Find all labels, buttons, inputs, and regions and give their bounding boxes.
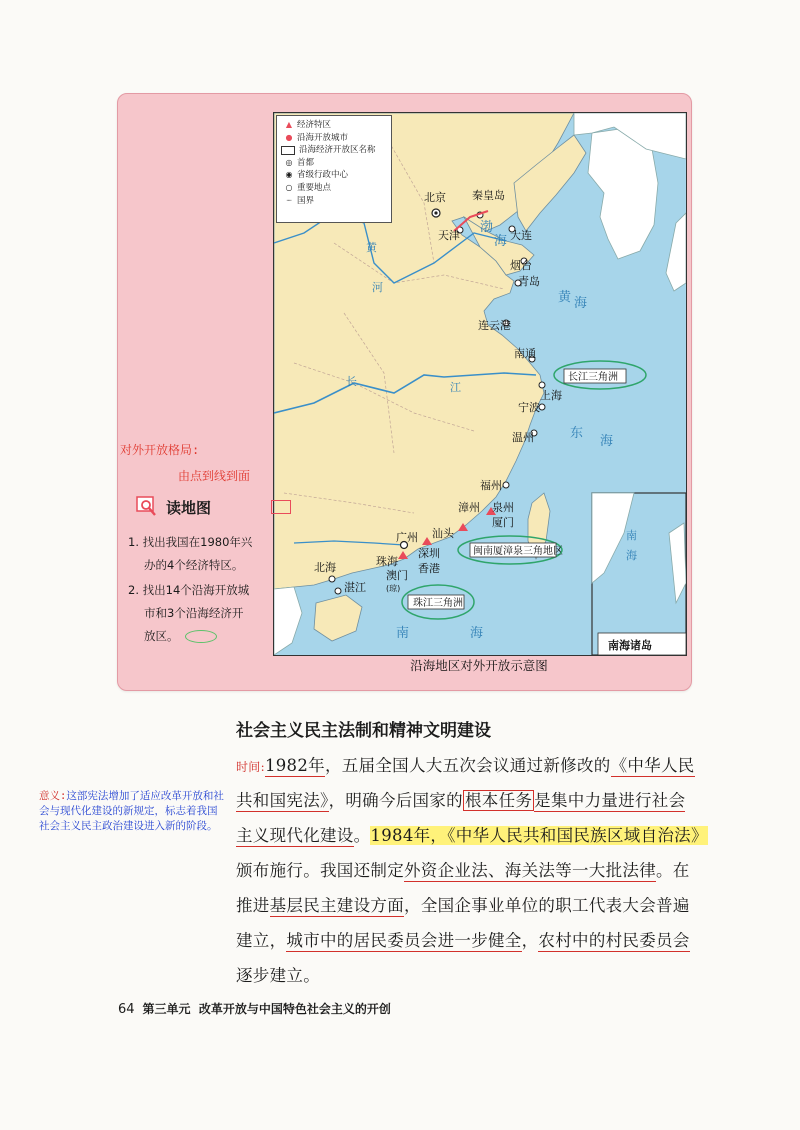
- label-qinhuangdao: 秦皇岛: [472, 189, 505, 202]
- label-xianggang: 香港: [418, 562, 440, 575]
- label-zhanjiang: 湛江: [344, 581, 366, 594]
- city-dot-fuzhou: [503, 482, 509, 488]
- pattern-label: 对外开放格局:: [120, 443, 200, 457]
- svg-text:黄: 黄: [366, 241, 377, 254]
- green-ellipse-sample: [185, 630, 217, 643]
- svg-text:长: 长: [346, 375, 357, 388]
- label-guangzhou: 广州: [396, 531, 418, 544]
- provincial-capital-icon: ◉: [285, 170, 293, 180]
- read-map-question-2: 2. 找出14个沿海开放城 市和3个沿海经济开 放区。: [128, 583, 250, 643]
- city-dot-beihai: [329, 576, 335, 582]
- body-line-2: 共和国宪法》，明确今后国家的 根本任务 是集中力量进行社会: [236, 791, 686, 810]
- zone-box-sample: [271, 500, 291, 514]
- important-place-icon: ○: [285, 182, 293, 192]
- zone-box-icon: [281, 146, 295, 155]
- label-beijing: 北京: [424, 191, 446, 204]
- label-xiamen: 厦门: [492, 516, 514, 529]
- body-line-1: 时间:1982年，五届全国人大五次会议通过新修改的《中华人民: [236, 756, 695, 775]
- map-legend: ▲ 经济特区 ● 沿海开放城市 沿海经济开放区名称 ◎ 首都 ◉ 省级行政中心 ○ 重要地点 ┈ 国界: [276, 115, 392, 223]
- svg-text:海: 海: [494, 234, 508, 249]
- label-shantou: 汕头: [432, 527, 454, 540]
- label-fuzhou: 福州: [480, 479, 502, 492]
- region-pearl-delta: 珠江三角洲: [413, 598, 463, 609]
- label-wenzhou: 温州: [512, 431, 534, 444]
- svg-text:海: 海: [626, 549, 637, 562]
- svg-text:黄: 黄: [558, 290, 572, 305]
- city-dot-zhanjiang: [335, 588, 341, 594]
- label-yantai: 烟台: [510, 259, 532, 272]
- body-line-3: 主义现代化建设。1984年，《中华人民共和国民族区域自治法》: [236, 826, 708, 845]
- label-lianyungang: 连云港: [478, 319, 511, 332]
- map-caption: 沿海地区对外开放示意图: [410, 658, 548, 673]
- body-line-4: 颁布施行。我国还制定外资企业法、海关法等一大批法律。在: [236, 861, 690, 880]
- label-qiong: (琼): [386, 584, 401, 593]
- svg-text:渤: 渤: [480, 220, 494, 235]
- body-line-7: 逐步建立。: [236, 966, 320, 985]
- sez-icon: ▲: [285, 120, 293, 129]
- region-yangtze-delta: 长江三角洲: [568, 372, 618, 383]
- magnifier-icon: [136, 496, 160, 518]
- read-map-question-1: 1. 找出我国在1980年兴 办的4个经济特区。: [128, 535, 253, 572]
- label-dalian: 大连: [510, 229, 532, 242]
- label-tianjin: 天津: [438, 229, 460, 242]
- label-qingdao: 青岛: [518, 275, 540, 288]
- side-note: 意义:这部宪法增加了适应改革开放和社会与现代化建设的新规定，标志着我国社会主义民主政治建设进入新的阶段。: [39, 790, 224, 832]
- capital-icon: ◎: [285, 157, 293, 167]
- label-shenzhen: 深圳: [418, 547, 440, 560]
- section-title: 社会主义民主法制和精神文明建设: [236, 721, 491, 741]
- page-footer: 64 第三单元 改革开放与中国特色社会主义的开创: [118, 1002, 391, 1017]
- label-zhuhai: 珠海: [376, 555, 398, 568]
- svg-text:南: 南: [396, 626, 410, 641]
- border-line-icon: ┈: [286, 195, 292, 205]
- label-quanzhou: 泉州: [492, 501, 514, 514]
- inset-label: 南海诸岛: [608, 639, 652, 652]
- label-beihai: 北海: [314, 561, 336, 574]
- body-line-5: 推进基层民主建设方面，全国企事业单位的职工代表大会普遍: [236, 896, 690, 915]
- svg-text:海: 海: [470, 626, 484, 641]
- svg-text:江: 江: [450, 381, 461, 394]
- label-aomen: 澳门: [386, 569, 408, 582]
- city-dot-shanghai: [539, 382, 545, 388]
- label-ningbo: 宁波: [518, 401, 540, 414]
- svg-text:东: 东: [570, 426, 584, 441]
- body-line-6: 建立，城市中的居民委员会进一步健全，农村中的村民委员会: [236, 931, 690, 950]
- label-nantong: 南通: [514, 347, 536, 360]
- open-city-icon: ●: [285, 132, 293, 142]
- svg-text:海: 海: [574, 296, 588, 311]
- label-zhangzhou: 漳州: [458, 501, 480, 514]
- svg-text:海: 海: [600, 434, 614, 449]
- label-shanghai: 上海: [540, 389, 562, 402]
- svg-text:南: 南: [626, 529, 637, 542]
- read-map-title: 读地图: [136, 496, 291, 518]
- pattern-value: 由点到线到面: [178, 469, 251, 483]
- svg-text:河: 河: [372, 281, 383, 294]
- region-minnan-delta: 闽南厦漳泉三角地区: [473, 546, 563, 557]
- page-number: 64: [118, 1002, 135, 1017]
